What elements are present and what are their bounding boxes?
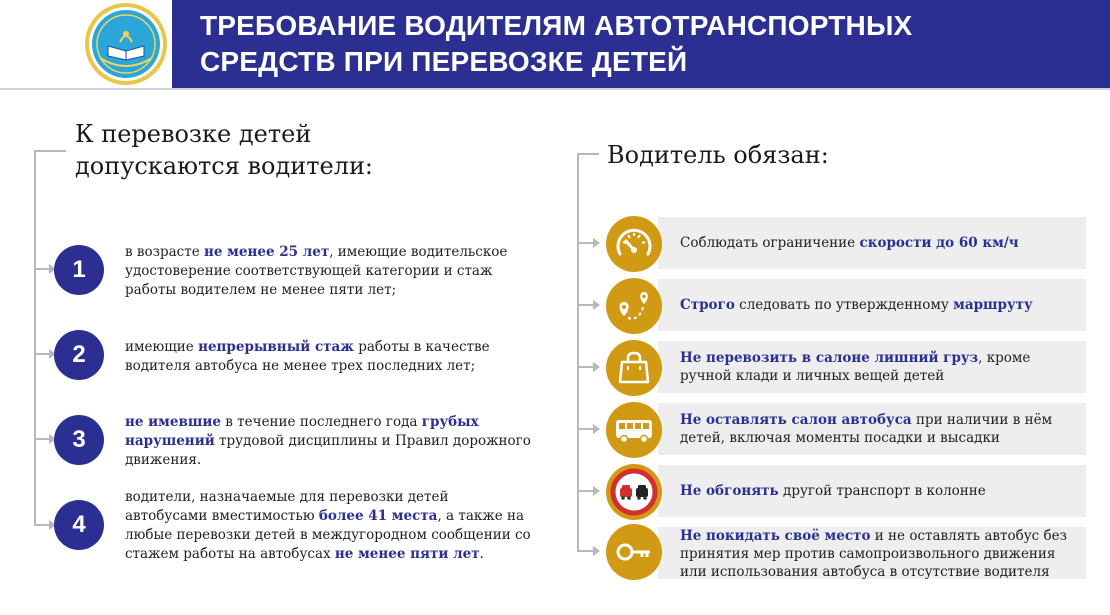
text-segment: , кроме ручной клади и личных вещей детей — [680, 350, 1031, 384]
left-section-title — [75, 118, 373, 182]
left-bracket-line — [34, 150, 36, 526]
right-arrow — [593, 546, 600, 556]
text-segment: при наличии в нём детей, включая моменты посадки и высадки — [680, 412, 1053, 446]
highlight-segment: не имевшие — [125, 414, 221, 430]
duty-text — [680, 527, 1080, 581]
left-tick — [36, 524, 50, 526]
highlight-segment: Не оставлять салон автобуса — [680, 412, 912, 428]
highlight-segment: Не покидать своё место — [680, 528, 871, 544]
emblem-logo — [84, 2, 168, 86]
header-banner — [172, 0, 1110, 88]
page-title — [200, 8, 1100, 80]
left-tick — [36, 438, 50, 440]
left-bracket-top — [34, 150, 66, 152]
right-arrow — [593, 486, 600, 496]
top-left-strip — [0, 0, 80, 88]
text-segment: трудовой дисциплины и Правил дорожного движения. — [125, 433, 531, 468]
highlight-segment: непрерывный стаж — [198, 339, 354, 355]
duty-panel — [658, 341, 1086, 393]
bus-icon — [606, 402, 662, 458]
right-arrow — [593, 300, 600, 310]
left-tick — [36, 268, 50, 270]
key-icon — [606, 524, 662, 580]
duty-panel — [658, 217, 1086, 269]
right-tick — [579, 490, 593, 492]
text-segment: в возрасте — [125, 244, 204, 260]
left-item-text — [125, 338, 535, 376]
text-segment: работы в качестве водителя автобуса не менее трех последних лет; — [125, 339, 490, 374]
right-tick — [579, 366, 593, 368]
left-item-text — [125, 488, 535, 564]
right-bracket-top — [577, 153, 599, 155]
duty-panel — [658, 403, 1086, 455]
page-title-line-1: ТРЕБОВАНИЕ ВОДИТЕЛЯМ АВТОТРАНСПОРТНЫХ — [200, 10, 913, 41]
text-segment: Соблюдать ограничение — [680, 235, 860, 251]
highlight-segment: грубых нарушений — [125, 414, 479, 449]
right-bracket-line — [577, 153, 579, 552]
logo-area — [80, 0, 172, 88]
highlight-segment: Не обгонять — [680, 483, 779, 499]
right-arrow — [593, 238, 600, 248]
highlight-segment: Не перевозить в салоне лишний груз — [680, 350, 979, 366]
right-arrow — [593, 362, 600, 372]
highlight-segment: не менее 25 лет — [203, 244, 330, 260]
text-segment: имеющие — [125, 339, 199, 355]
number-badge: 1 — [54, 245, 104, 295]
no-overtaking-icon — [606, 464, 662, 520]
number-badge: 4 — [54, 500, 104, 550]
page-title-line-2: СРЕДСТВ ПРИ ПЕРЕВОЗКЕ ДЕТЕЙ — [200, 46, 688, 77]
text-segment: водители, назначаемые для перевозки детей автобусами вместимостью — [125, 489, 449, 524]
text-segment: , имеющие водительское удостоверение соответствующей категории и стаж работы водителем не менее пяти лет; — [125, 244, 508, 298]
duty-text — [680, 482, 1080, 500]
highlight-segment: более 41 места — [318, 508, 438, 524]
left-tick — [36, 353, 50, 355]
highlight-segment: скорости до 60 км/ч — [859, 235, 1019, 251]
right-tick — [579, 242, 593, 244]
left-title-line-2: допускаются водители: — [75, 152, 374, 180]
duty-panel — [658, 465, 1086, 517]
highlight-segment: не менее пяти лет — [334, 546, 480, 562]
left-item-text — [125, 243, 535, 300]
text-segment: следовать по утвержденному — [734, 297, 954, 313]
text-segment: . — [479, 546, 484, 562]
duty-text — [680, 349, 1080, 385]
highlight-segment: Строго — [680, 297, 735, 313]
text-segment: другой транспорт в колонне — [778, 483, 986, 499]
speedometer-icon — [606, 216, 662, 272]
text-segment: и не оставлять автобус без принятия мер против самопроизвольного движения или использования автобуса в отсутствие водителя — [680, 528, 1067, 580]
highlight-segment: маршруту — [953, 297, 1033, 313]
duty-text — [680, 411, 1080, 447]
duty-panel — [658, 527, 1086, 579]
route-icon — [606, 278, 662, 334]
left-title-line-1: К перевозке детей — [75, 120, 312, 148]
duty-panel — [658, 279, 1086, 331]
text-segment: в течение последнего года — [221, 414, 422, 430]
right-section-title: Водитель обязан: — [607, 141, 829, 169]
duty-text — [680, 296, 1080, 314]
right-tick — [579, 550, 593, 552]
number-badge: 2 — [54, 330, 104, 380]
right-tick — [579, 304, 593, 306]
bag-icon — [606, 340, 662, 396]
left-item-text — [125, 413, 535, 470]
header-divider — [0, 88, 1110, 90]
number-badge: 3 — [54, 415, 104, 465]
right-arrow — [593, 424, 600, 434]
right-tick — [579, 428, 593, 430]
duty-text — [680, 234, 1080, 252]
text-segment: , а также на любые перевозки детей в междугородном сообщении со стажем работы на автобусах — [125, 508, 531, 562]
